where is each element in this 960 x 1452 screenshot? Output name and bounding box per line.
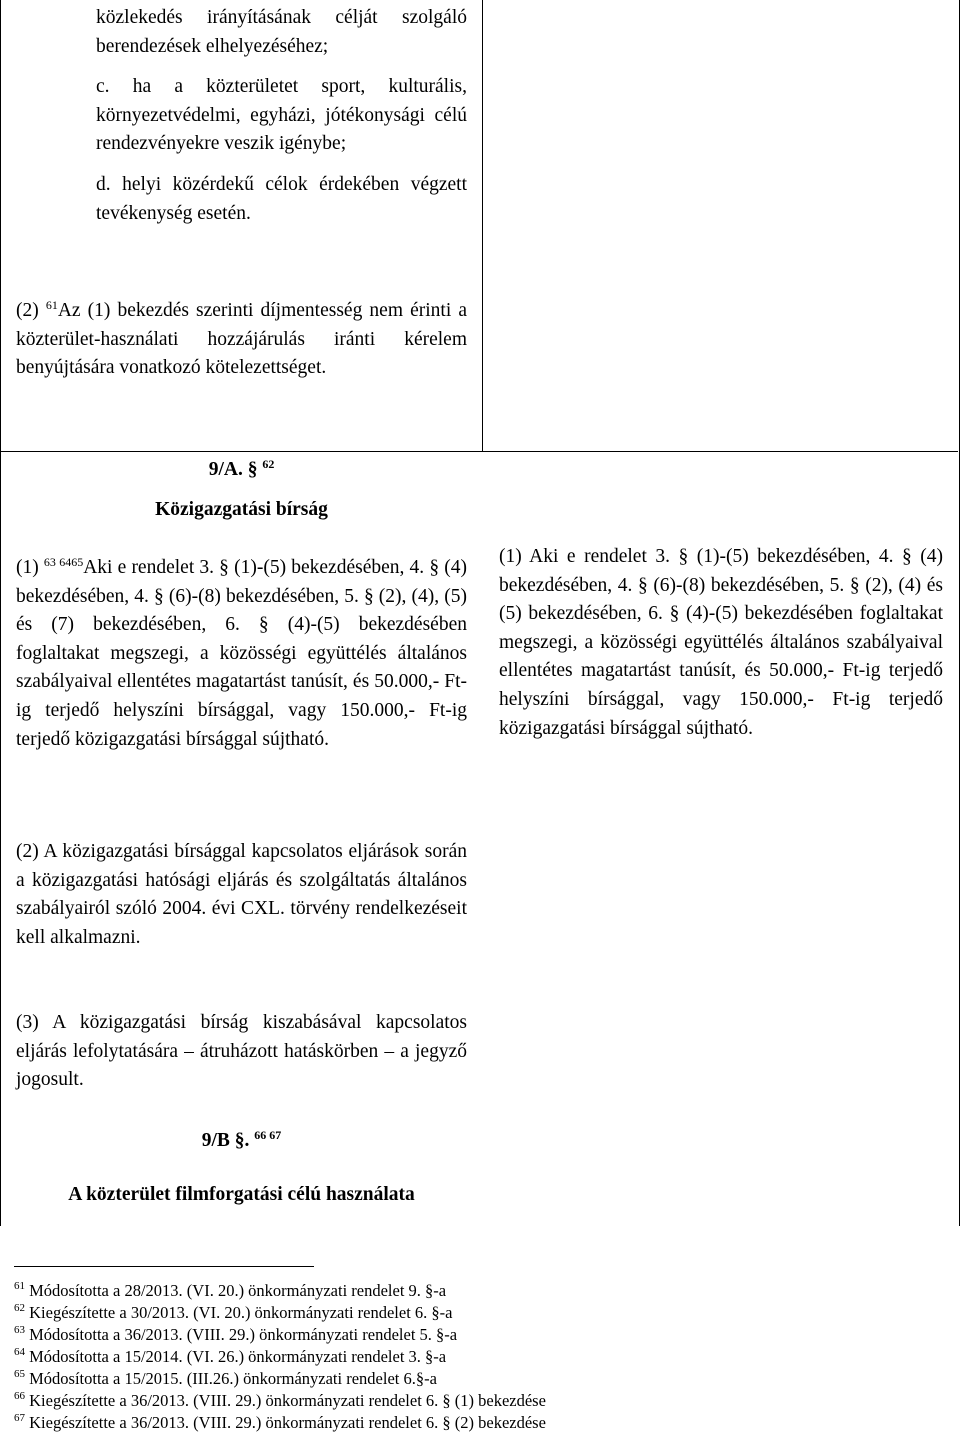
footnote: $^{66}$ Kiegészítette a 36/2013. (VIII. 29.) önkormányzati rendelet 6. § (1) bekezdése [14,1390,546,1410]
list-line-1: közlekedés irányításának célját szolgáló berendezések elhelyezéséhez; [96,7,467,57]
section-9a-paragraph-3: (3) A közigazgatási bírság kiszabásával kapcsolatos eljárás lefolytatására – átruházott hatáskörben – a jegyző jogosult. [16,1012,467,1091]
section-9a-number: 9/A. § $^{62}$ [208,457,275,480]
section-9a-title: Közigazgatási bírság [155,499,328,520]
footnote: $^{63}$ Módosította a 36/2013. (VIII. 29.) önkormányzati rendelet 5. §-a [14,1324,458,1344]
footnote: $^{65}$ Módosította a 15/2015. (III.26.) önkormányzati rendelet 6.§-a [14,1368,437,1388]
list-continuation [96,4,467,228]
footnote-ref: 62 [262,457,275,471]
footnote-ref: 66 67 [254,1128,282,1142]
row-divider [0,451,958,452]
footnote: $^{61}$ Módosította a 28/2013. (VI. 20.) önkormányzati rendelet 9. §-a [14,1280,447,1300]
footnote-separator [14,1266,314,1267]
footnote: $^{64}$ Módosította a 15/2014. (VI. 26.) önkormányzati rendelet 3. §-a [14,1346,447,1366]
section-9b-title: A közterület filmforgatási célú használata [68,1184,415,1205]
footnote: $^{62}$ Kiegészítette a 30/2013. (VI. 20.) önkormányzati rendelet 6. §-a [14,1302,453,1322]
footnote-ref: 61 [45,298,58,312]
section-9a-paragraph-2: (2) A közigazgatási bírsággal kapcsolatos eljárások során a közigazgatási hatósági eljárás és szolgáltatás általános szabályairól szóló 2004. évi CXL. törvény rendelkezéseit kell alkalmazni. [16,841,467,948]
list-item-d: d. helyi közérdekű célok érdekében végzett tevékenység esetén. [96,173,467,224]
column-divider-top [482,0,483,452]
list-item-c: c. ha a közterületet sport, kulturális, környezetvédelmi, egyházi, jótékonysági célú rendezvényekre veszik igénybe; [96,76,467,155]
section-9b-number: 9/B §. $^{66 67}$ [201,1128,282,1151]
section-9a-paragraph-1: (1) $^{63 6465}$Aki e rendelet 3. § (1)-(5) bekezdésében, 4. § (4) bekezdésében, 4. § (6)-(8) bekezdésében, 5. § (2), (4), (5) és (7) bekezdésében, 6. § (4)-(5) bekezdésében foglaltakat megszegi, a közösségi együttélés általános szabályaival ellentétes magatartást tanúsít, és 50.000,- Ft-ig terjedő helyszíni bírsággal, vagy 150.000,- Ft-ig terjedő közigazgatási bírsággal sújtható. [16,555,467,750]
paragraph-2: (2) $^{61}$Az (1) bekezdés szerinti díjmentesség nem érinti a közterület-használati hozzájárulás iránti kérelem benyújtására vonatkozó kötelezettséget. [16,298,467,379]
footnote-ref: 63 6465 [43,555,84,569]
footnote: $^{67}$ Kiegészítette a 36/2013. (VIII. 29.) önkormányzati rendelet 6. § (2) bekezdése [14,1412,546,1432]
right-column-paragraph-1: (1) Aki e rendelet 3. § (1)-(5) bekezdésében, 4. § (4) bekezdésében, 4. § (6)-(8) bekezdésében, 5. § (2), (4) és (5) bekezdésében, 6. § (4)-(5) bekezdésében foglaltakat megszegi, a közösségi együttélés általános szabályaival ellentétes magatartást tanúsít, és 50.000,- Ft-ig terjedő helyszíni bírsággal, vagy 150.000,- Ft-ig terjedő közigazgatási bírsággal sújtható. [499,546,943,739]
